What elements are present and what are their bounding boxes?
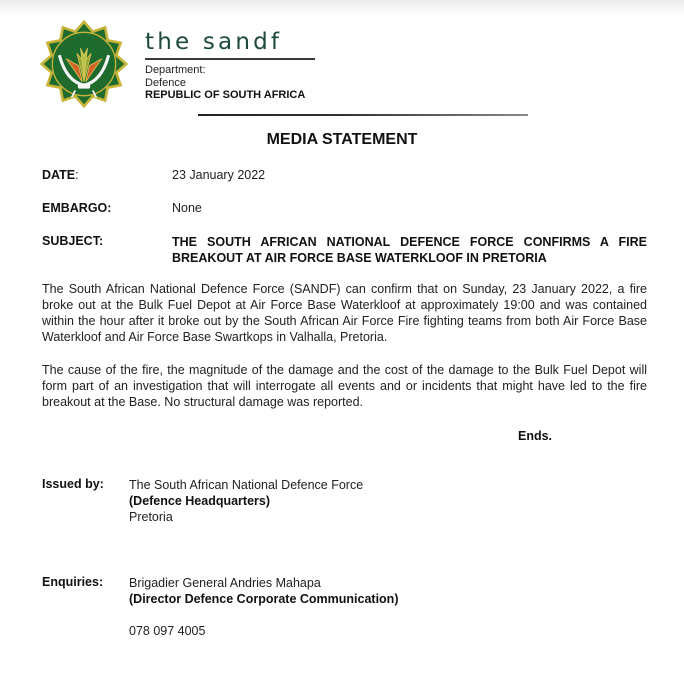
contact-title: (Director Defence Corporate Communication) (129, 592, 399, 606)
subject-label: SUBJECT: (42, 234, 104, 248)
subject-value: THE SOUTH AFRICAN NATIONAL DEFENCE FORCE CONFIRMS A FIRE BREAKOUT AT AIR FORCE BASE WATERKLOOF IN PRETORIA (172, 235, 647, 265)
embargo-value: None (172, 201, 202, 215)
brand-divider (145, 58, 315, 60)
header-divider (198, 114, 528, 116)
department-line-1: Department: (145, 64, 206, 76)
enquiries-block (129, 575, 398, 639)
body-paragraph-1: The South African National Defence Force (SANDF) can confirm that on Sunday, 23 January 2022, a fire broke out at the Bulk Fuel Depot at Air Force Base Waterkloof at approximately 19:00 and was contained within the hour after it broke out by the South African Air Force Fire fighting teams from both Air Force Base Waterkloof and Air Force Base Swartkops in Valhalla, Pretoria. (42, 282, 647, 344)
body-paragraph-2: The cause of the fire, the magnitude of the damage and the cost of the damage to the Bulk Fuel Depot will form part of an investigation that will interrogate all events and or incidents that might have led to the fire breakout at the Base. No structural damage was reported. (42, 363, 647, 409)
page-title: MEDIA STATEMENT (266, 131, 418, 148)
department-line-2: Defence (145, 76, 186, 89)
embargo-label: EMBARGO: (42, 201, 112, 215)
ends-marker: Ends. (518, 429, 553, 443)
country-name: REPUBLIC OF SOUTH AFRICA (145, 89, 306, 101)
date-label: DATE: (42, 168, 79, 182)
issuer-name: The South African National Defence Force (129, 478, 364, 492)
brand-block (145, 28, 315, 102)
issued-by-block (129, 477, 363, 525)
issued-by-label: Issued by: (42, 477, 104, 491)
date-value: 23 January 2022 (172, 168, 266, 182)
contact-phone: 078 097 4005 (129, 624, 206, 638)
issuer-unit: (Defence Headquarters) (129, 494, 271, 508)
contact-name: Brigadier General Andries Mahapa (129, 576, 321, 590)
top-shade (0, 0, 684, 16)
issuer-location: Pretoria (129, 510, 173, 524)
enquiries-label: Enquiries: (42, 575, 104, 589)
brand-name: the sandf (145, 29, 283, 55)
sandf-emblem-icon (40, 20, 128, 108)
